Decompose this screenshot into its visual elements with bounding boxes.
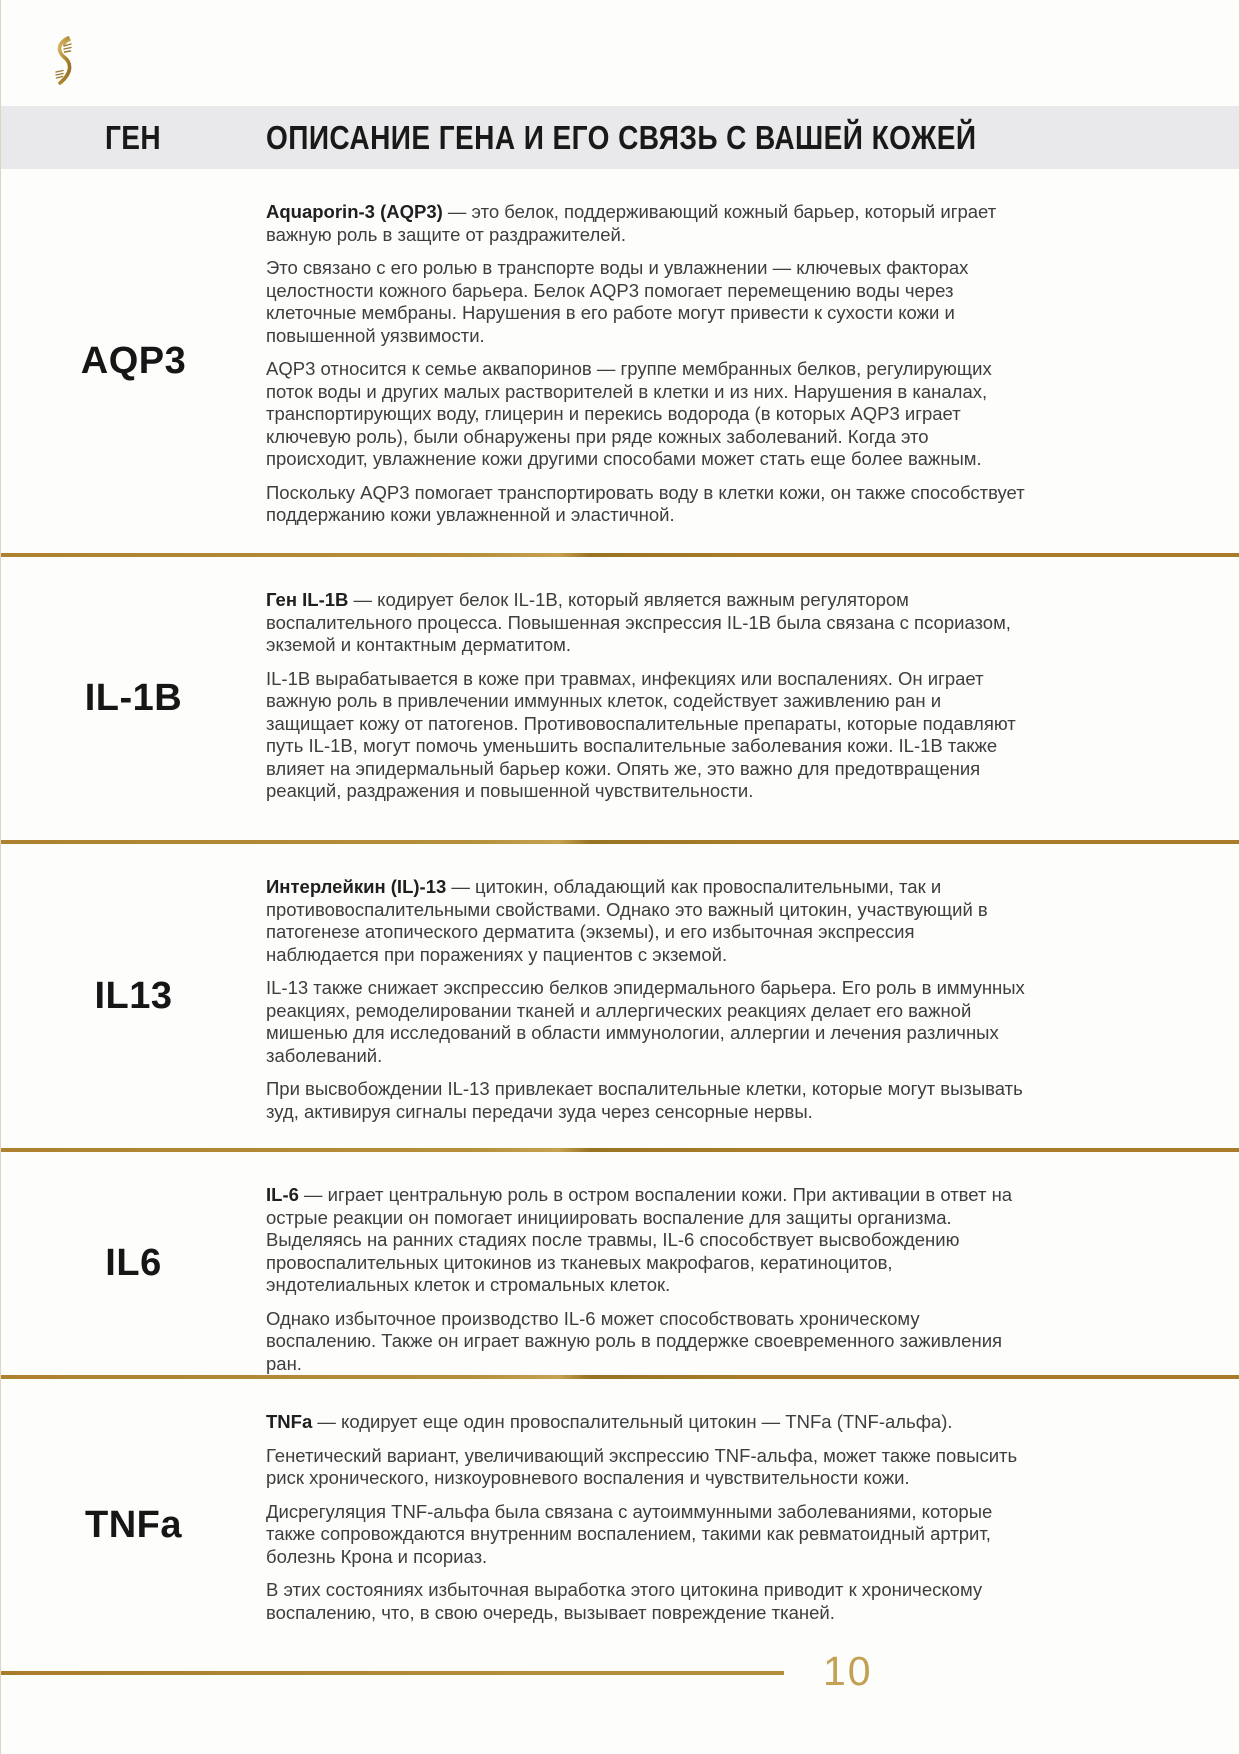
paragraph-text: Дисрегуляция TNF-альфа была связана с аутоиммунными заболеваниями, которые также сопровождаются внутренним воспалением, такими как ревматоидный артрит, болезнь Крона и псориаз. — [266, 1500, 993, 1567]
table-header-bar — [1, 106, 1239, 169]
paragraph-text: — кодирует еще один провоспалительный цитокин — TNFa (TNF-альфа). — [312, 1411, 953, 1432]
header-gene-label: ГЕН — [105, 118, 162, 156]
paragraph — [266, 977, 1028, 1067]
paragraph-lead: IL-6 — [266, 1184, 299, 1205]
paragraph-text: AQP3 относится к семье аквапоринов — группе мембранных белков, регулирующих поток воды и других малых растворителей в клетки и из них. Нарушения в каналах, транспортирующих воду, глицерин и перекись водорода (в которых AQP3 играет ключевую роль), были обнаружены при ряде кожных заболеваний. Когда это происходит, увлажнение кожи другими способами может стать еще более важным. — [266, 358, 992, 469]
dna-helix-icon — [51, 36, 77, 86]
gene-table — [1, 169, 1239, 1671]
gene-description — [266, 169, 1028, 553]
header-cell-description — [266, 119, 1102, 157]
header-description-label: ОПИСАНИЕ ГЕНА И ЕГО СВЯЗЬ С ВАШЕЙ КОЖЕЙ — [266, 118, 977, 156]
paragraph — [266, 1579, 1028, 1624]
paragraph — [266, 482, 1028, 527]
paragraph — [266, 1411, 1028, 1434]
table-row — [1, 1152, 1239, 1375]
paragraph-text: IL-1B вырабатывается в коже при травмах, инфекциях или воспалениях. Он играет важную роль в привлечении иммунных клеток, содействует заживлению ран и защищает кожу от патогенов. Противовоспалительные препараты, которые подавляют путь IL-1B, могут помочь уменьшить воспалительные заболевания кожи. IL-1B также влияет на эпидермальный барьер кожи. Опять же, это важно для предотвращения реакций, раздражения и повышенной чувствительности. — [266, 667, 1016, 801]
paragraph-text: — кодирует белок IL-1B, который является важным регулятором воспалительного процесса. Повышенная экспрессия IL-1B была связана с псориазом, экземой и контактным дерматитом. — [266, 589, 1011, 655]
gene-label-il13: IL13 — [94, 974, 173, 1017]
gene-cell — [1, 557, 266, 840]
table-row — [1, 557, 1239, 840]
table-row — [1, 844, 1239, 1148]
paragraph — [266, 257, 1028, 347]
paragraph — [266, 1078, 1028, 1123]
paragraph-text: IL-13 также снижает экспрессию белков эпидермального барьера. Его роль в иммунных реакциях, ремоделировании тканей и аллергических реакциях делает его важной мишенью для исследований в области иммунологии, аллергии и лечения различных заболеваний. — [266, 977, 1025, 1066]
gene-cell — [1, 1152, 266, 1375]
header-cell-gene — [1, 119, 266, 157]
paragraph-text: При высвобождении IL-13 привлекает воспалительные клетки, которые могут вызывать зуд, активируя сигналы передачи зуда через сенсорные нервы. — [266, 1078, 1023, 1122]
gene-cell — [1, 169, 266, 553]
paragraph-text: Однако избыточное производство IL-6 может способствовать хроническому воспалению. Также он играет важную роль в поддержке своевременного заживления ран. — [266, 1307, 1003, 1374]
paragraph — [266, 589, 1028, 657]
paragraph-lead: TNFa — [266, 1411, 313, 1432]
paragraph — [266, 1445, 1028, 1490]
table-row — [1, 1379, 1239, 1671]
footer-gold-rule — [1, 1671, 784, 1675]
paragraph-lead: Aquaporin-3 (AQP3) — [266, 201, 443, 222]
page-number: 10 — [823, 1648, 873, 1694]
gene-description — [266, 1379, 1028, 1671]
paragraph-text: Поскольку AQP3 помогает транспортировать воду в клетки кожи, он также способствует поддержанию кожи увлажненной и эластичной. — [266, 481, 1025, 525]
paragraph — [266, 358, 1028, 471]
paragraph-text: — это белок, поддерживающий кожный барьер, который играет важную роль в защите от раздражителей. — [266, 201, 997, 245]
paragraph — [266, 201, 1028, 246]
gene-cell — [1, 1379, 266, 1671]
paragraph-lead: Интерлейкин (IL)-13 — [266, 876, 447, 897]
gene-label-il6: IL6 — [105, 1242, 162, 1284]
paragraph-text: Это связано с его ролью в транспорте воды и увлажнении — ключевых факторах целостности кожного барьера. Белок AQP3 помогает перемещению воды через клеточные мембраны. Нарушения в его работе могут привести к сухости кожи и повышенной уязвимости. — [266, 257, 969, 346]
gene-label-il1b: IL-1B — [84, 677, 183, 719]
paragraph — [266, 668, 1028, 803]
gene-label-tnfa: TNFa — [85, 1503, 182, 1546]
gene-description — [266, 844, 1028, 1148]
paragraph — [266, 876, 1028, 966]
paragraph — [266, 1308, 1028, 1376]
paragraph — [266, 1184, 1028, 1297]
paragraph — [266, 1501, 1028, 1569]
gene-cell — [1, 844, 266, 1148]
gene-label-aqp3: AQP3 — [80, 339, 187, 382]
gene-description — [266, 1152, 1028, 1375]
paragraph-text: В этих состояниях избыточная выработка этого цитокина приводит к хроническому воспалению, что, в свою очередь, вызывает повреждение тканей. — [266, 1579, 983, 1623]
paragraph-text: — играет центральную роль в остром воспалении кожи. При активации в ответ на острые реакции он помогает инициировать воспаление для защиты организма. Выделяясь на ранних стадиях после травмы, IL-6 способствует высвобождению провоспалительных цитокинов из тканевых макрофагов, кератиноцитов, эндотелиальных клеток и стромальных клеток. — [266, 1184, 1013, 1295]
gene-description — [266, 557, 1028, 840]
table-row — [1, 169, 1239, 553]
paragraph-text: Генетический вариант, увеличивающий экспрессию TNF-альфа, может также повысить риск хронического, низкоуровневого воспаления и чувствительности кожи. — [266, 1444, 1018, 1488]
paragraph-text: — цитокин, обладающий как провоспалительными, так и противовоспалительными свойствами. Однако это важный цитокин, участвующий в патогенезе атопического дерматита (экземы), и его избыточная экспрессия наблюдается при поражениях у пациентов с экземой. — [266, 876, 988, 965]
paragraph-lead: Ген IL-1B — [266, 589, 349, 610]
